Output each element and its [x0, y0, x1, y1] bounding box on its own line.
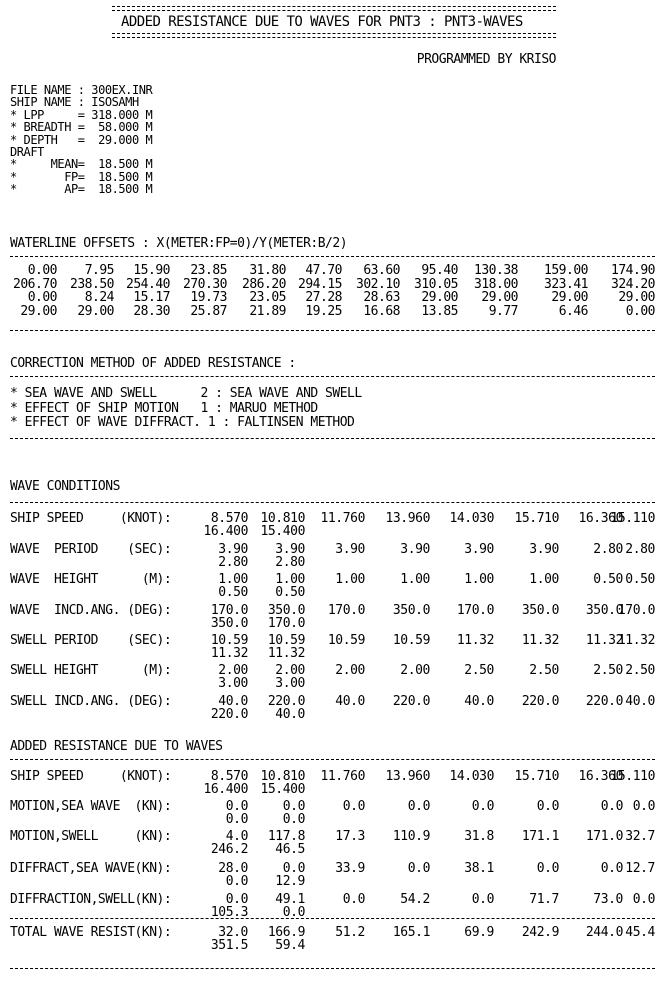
waterline-cell: 294.15: [298, 276, 342, 292]
added-resistance-value: 49.1: [275, 892, 305, 907]
added-resistance-value: 73.0: [593, 892, 623, 907]
waterline-cell: 63.60: [363, 263, 400, 278]
wave-condition-value: 350.0: [585, 603, 623, 618]
added-resistance-value: 33.9: [335, 861, 365, 876]
waterline-cell: 27.28: [305, 290, 342, 306]
wave-condition-value: 350.0: [521, 603, 559, 618]
waterline-cell: 95.40: [421, 263, 458, 278]
wave-condition-value: 2.50: [593, 663, 623, 678]
waterline-cell: 23.85: [190, 263, 227, 278]
wave-condition-value: 1.00: [400, 572, 430, 587]
added-resistance-value: 0.0: [600, 861, 623, 876]
wave-condition-subvalue: 170.0: [267, 616, 305, 631]
ship-info-line: DRAFT: [10, 145, 44, 159]
added-resistance-value: 0.0: [632, 892, 655, 907]
added-resistance-label: MOTION,SEA WAVE (KN):: [10, 799, 172, 814]
wave-condition-value: 11.32: [521, 633, 559, 648]
wave-condition-value: 2.50: [464, 663, 494, 678]
wave-condition-value: 220.0: [585, 694, 623, 709]
waterline-rule-bottom: [10, 330, 655, 331]
total-wave-resist-value: 244.0: [585, 925, 623, 940]
added-resistance-rule-top: [10, 759, 655, 760]
total-wave-resist-subvalue: 351.5: [210, 938, 248, 953]
wave-condition-subvalue: 0.50: [275, 585, 305, 600]
header-rule-top: [112, 6, 556, 11]
added-resistance-value: 8.570: [210, 769, 248, 784]
waterline-cell: 31.80: [249, 263, 286, 278]
wave-condition-value: 350.0: [267, 603, 305, 618]
correction-line: * EFFECT OF SHIP MOTION 1 : MARUO METHOD: [10, 400, 318, 416]
waterline-cell: 23.05: [249, 290, 286, 306]
waterline-cell: 206.70: [13, 276, 57, 292]
added-resistance-subvalue: 0.0: [225, 812, 248, 827]
added-resistance-subvalue: 12.9: [275, 874, 305, 889]
correction-rule-top: [10, 376, 655, 377]
wave-condition-value: 11.32: [617, 633, 655, 648]
waterline-cell: 29.00: [421, 290, 458, 306]
final-rule: [10, 968, 655, 969]
waterline-cell: 15.90: [133, 263, 170, 278]
added-resistance-label: MOTION,SWELL (KN):: [10, 829, 172, 844]
waterline-cell: 29.00: [20, 303, 57, 319]
wave-condition-value: 3.90: [275, 542, 305, 557]
added-resistance-value: 0.0: [225, 799, 248, 814]
wave-condition-subvalue: 16.400: [203, 524, 248, 539]
wave-condition-value: 0.50: [593, 572, 623, 587]
wave-condition-value: 170.0: [456, 603, 494, 618]
wave-condition-value: 2.50: [529, 663, 559, 678]
wave-condition-value: 2.80: [593, 542, 623, 557]
added-resistance-value: 0.0: [225, 892, 248, 907]
added-resistance-value: 28.0: [218, 861, 248, 876]
wave-condition-value: 8.570: [210, 511, 248, 526]
added-resistance-subvalue: 105.3: [210, 905, 248, 920]
added-resistance-value: 171.0: [585, 829, 623, 844]
added-resistance-value: 171.1: [521, 829, 559, 844]
waterline-cell: 286.20: [242, 276, 286, 292]
wave-condition-value: 1.00: [464, 572, 494, 587]
wave-condition-value: 3.90: [400, 542, 430, 557]
added-resistance-subvalue: 15.400: [260, 782, 305, 797]
wave-condition-value: 220.0: [521, 694, 559, 709]
total-wave-resist-value: 165.1: [392, 925, 430, 940]
wave-condition-value: 10.59: [392, 633, 430, 648]
programmed-by: PROGRAMMED BY KRISO: [416, 52, 556, 67]
waterline-cell: 13.85: [421, 303, 458, 319]
wave-condition-value: 40.0: [625, 694, 655, 709]
wave-condition-subvalue: 40.0: [275, 707, 305, 722]
added-resistance-subvalue: 0.0: [282, 812, 305, 827]
added-resistance-value: 15.110: [610, 769, 655, 784]
added-resistance-value: 0.0: [536, 861, 559, 876]
total-wave-resist-value: 166.9: [267, 925, 305, 940]
wave-condition-value: 10.59: [267, 633, 305, 648]
ship-info-line: * BREADTH = 58.000 M: [10, 120, 153, 135]
wave-condition-value: 15.710: [514, 511, 559, 526]
total-wave-resist-value: 32.0: [218, 925, 248, 940]
wave-condition-value: 2.80: [625, 542, 655, 557]
added-resistance-value: 17.3: [335, 829, 365, 844]
waterline-cell: 47.70: [305, 263, 342, 278]
waterline-cell: 238.50: [70, 276, 114, 292]
waterline-cell: 21.89: [249, 303, 286, 319]
wave-condition-value: 220.0: [392, 694, 430, 709]
total-wave-resist-subvalue: 59.4: [275, 938, 305, 953]
wave-condition-subvalue: 350.0: [210, 616, 248, 631]
added-resistance-value: 117.8: [267, 829, 305, 844]
added-resistance-heading: ADDED RESISTANCE DUE TO WAVES: [10, 739, 223, 754]
wave-condition-value: 1.00: [529, 572, 559, 587]
wave-condition-value: 40.0: [464, 694, 494, 709]
correction-line: * SEA WAVE AND SWELL 2 : SEA WAVE AND SWELL: [10, 386, 362, 401]
wave-condition-label: SHIP SPEED (KNOT):: [10, 511, 172, 526]
correction-line: * EFFECT OF WAVE DIFFRACT. 1 : FALTINSEN METHOD: [10, 415, 355, 430]
added-resistance-subvalue: 46.5: [275, 842, 305, 857]
ship-info-line: * AP= 18.500 M: [10, 182, 153, 197]
total-wave-resist-label: TOTAL WAVE RESIST(KN):: [10, 925, 172, 940]
wave-condition-subvalue: 3.00: [275, 676, 305, 691]
wave-condition-subvalue: 3.00: [218, 676, 248, 691]
waterline-cell: 0.00: [27, 290, 57, 306]
ship-info-line: SHIP NAME : ISOSAMH: [10, 95, 139, 110]
wave-condition-label: WAVE INCD.ANG. (DEG):: [10, 603, 172, 618]
wave-condition-value: 3.90: [335, 542, 365, 557]
wave-condition-value: 10.59: [210, 633, 248, 648]
wave-condition-label: SWELL INCD.ANG. (DEG):: [10, 694, 172, 709]
wave-condition-value: 13.960: [385, 511, 430, 526]
waterline-cell: 159.00: [544, 263, 588, 278]
header-rule-bottom: [112, 33, 556, 38]
total-rule: [10, 918, 655, 919]
wave-condition-value: 15.110: [610, 511, 655, 526]
wave-condition-subvalue: 0.50: [218, 585, 248, 600]
added-resistance-value: 0.0: [471, 799, 494, 814]
wave-condition-value: 40.0: [218, 694, 248, 709]
wave-condition-value: 1.00: [335, 572, 365, 587]
added-resistance-value: 12.7: [625, 861, 655, 876]
wave-condition-value: 0.50: [625, 572, 655, 587]
added-resistance-value: 31.8: [464, 829, 494, 844]
waterline-cell: 318.00: [474, 276, 518, 292]
total-wave-resist-value: 69.9: [464, 925, 494, 940]
waterline-cell: 28.63: [363, 290, 400, 306]
wave-condition-value: 2.00: [275, 663, 305, 678]
wave-condition-value: 170.0: [210, 603, 248, 618]
wave-condition-subvalue: 2.80: [218, 555, 248, 570]
waterline-cell: 254.40: [126, 276, 170, 292]
added-resistance-value: 0.0: [471, 892, 494, 907]
waterline-cell: 15.17: [133, 290, 170, 306]
added-resistance-value: 11.760: [320, 769, 365, 784]
wave-condition-value: 11.32: [456, 633, 494, 648]
waterline-cell: 6.46: [558, 303, 588, 319]
added-resistance-value: 38.1: [464, 861, 494, 876]
wave-condition-value: 40.0: [335, 694, 365, 709]
wave-condition-label: WAVE HEIGHT (M):: [10, 572, 172, 587]
wave-condition-value: 2.00: [400, 663, 430, 678]
ship-info-line: * LPP = 318.000 M: [10, 107, 153, 122]
wave-condition-value: 3.90: [464, 542, 494, 557]
added-resistance-value: 0.0: [282, 861, 305, 876]
waterline-cell: 270.30: [183, 276, 227, 292]
waterline-cell: 29.00: [77, 303, 114, 319]
wave-condition-value: 16.360: [578, 511, 623, 526]
ship-info-line: * FP= 18.500 M: [10, 169, 153, 184]
added-resistance-subvalue: 0.0: [282, 905, 305, 920]
wave-condition-subvalue: 15.400: [260, 524, 305, 539]
waterline-cell: 29.00: [481, 290, 518, 306]
wave-condition-value: 170.0: [617, 603, 655, 618]
waterline-cell: 130.38: [474, 263, 518, 278]
added-resistance-value: 110.9: [392, 829, 430, 844]
added-resistance-label: DIFFRACTION,SWELL(KN):: [10, 892, 172, 907]
wave-condition-subvalue: 11.32: [210, 646, 248, 661]
waterline-cell: 324.20: [611, 276, 655, 292]
added-resistance-subvalue: 246.2: [210, 842, 248, 857]
ship-info-line: * DEPTH = 29.000 M: [10, 132, 153, 147]
waterline-cell: 174.90: [611, 263, 655, 278]
waterline-heading: WATERLINE OFFSETS : X(METER:FP=0)/Y(METER:B/2): [10, 236, 348, 251]
waterline-cell: 9.77: [488, 303, 518, 319]
added-resistance-value: 0.0: [342, 892, 365, 907]
added-resistance-value: 0.0: [282, 799, 305, 814]
added-resistance-value: 4.0: [225, 829, 248, 844]
wave-condition-value: 170.0: [327, 603, 365, 618]
added-resistance-value: 0.0: [600, 799, 623, 814]
wave-condition-value: 11.760: [320, 511, 365, 526]
waterline-cell: 302.10: [356, 276, 400, 292]
added-resistance-value: 13.960: [385, 769, 430, 784]
report-title: ADDED RESISTANCE DUE TO WAVES FOR PNT3 : PNT3-WAVES: [121, 14, 523, 30]
correction-heading: CORRECTION METHOD OF ADDED RESISTANCE :: [10, 356, 296, 371]
wave-condition-value: 11.32: [585, 633, 623, 648]
waterline-cell: 0.00: [625, 303, 655, 319]
waterline-cell: 0.00: [27, 263, 57, 278]
wave-condition-value: 10.59: [327, 633, 365, 648]
added-resistance-value: 32.7: [625, 829, 655, 844]
total-wave-resist-value: 51.2: [335, 925, 365, 940]
added-resistance-value: 71.7: [529, 892, 559, 907]
wave-condition-label: SWELL HEIGHT (M):: [10, 663, 172, 678]
wave-condition-label: WAVE PERIOD (SEC):: [10, 542, 172, 557]
wave-condition-label: SWELL PERIOD (SEC):: [10, 633, 172, 648]
wave-condition-subvalue: 11.32: [267, 646, 305, 661]
added-resistance-value: 16.360: [578, 769, 623, 784]
waterline-cell: 16.68: [363, 303, 400, 319]
waterline-rule-top: [10, 256, 655, 257]
total-wave-resist-value: 45.4: [625, 925, 655, 940]
wave-condition-value: 2.00: [335, 663, 365, 678]
waterline-cell: 323.41: [544, 276, 588, 292]
waterline-cell: 28.30: [133, 303, 170, 319]
waterline-cell: 29.00: [618, 290, 655, 306]
ship-info-line: FILE NAME : 300EX.INR: [10, 83, 153, 97]
waterline-cell: 8.24: [84, 290, 114, 306]
added-resistance-label: DIFFRACT,SEA WAVE(KN):: [10, 861, 172, 876]
wave-conditions-heading: WAVE CONDITIONS: [10, 479, 120, 494]
wave-condition-value: 220.0: [267, 694, 305, 709]
wave-condition-value: 3.90: [218, 542, 248, 557]
waterline-cell: 29.00: [551, 290, 588, 306]
added-resistance-value: 10.810: [260, 769, 305, 784]
wave-conditions-rule: [10, 502, 655, 503]
wave-condition-value: 10.810: [260, 511, 305, 526]
total-wave-resist-value: 242.9: [521, 925, 559, 940]
wave-condition-value: 2.50: [625, 663, 655, 678]
wave-condition-value: 350.0: [392, 603, 430, 618]
waterline-cell: 19.73: [190, 290, 227, 306]
wave-condition-subvalue: 220.0: [210, 707, 248, 722]
added-resistance-value: 0.0: [342, 799, 365, 814]
added-resistance-value: 0.0: [632, 799, 655, 814]
added-resistance-value: 15.710: [514, 769, 559, 784]
wave-condition-value: 1.00: [218, 572, 248, 587]
waterline-cell: 7.95: [84, 263, 114, 278]
wave-condition-value: 2.00: [218, 663, 248, 678]
added-resistance-subvalue: 16.400: [203, 782, 248, 797]
added-resistance-value: 54.2: [400, 892, 430, 907]
wave-condition-value: 1.00: [275, 572, 305, 587]
added-resistance-value: 14.030: [449, 769, 494, 784]
added-resistance-value: 0.0: [536, 799, 559, 814]
added-resistance-label: SHIP SPEED (KNOT):: [10, 769, 172, 784]
added-resistance-subvalue: 0.0: [225, 874, 248, 889]
waterline-cell: 310.05: [414, 276, 458, 292]
wave-condition-subvalue: 2.80: [275, 555, 305, 570]
waterline-cell: 19.25: [305, 303, 342, 319]
ship-info-line: * MEAN= 18.500 M: [10, 157, 153, 172]
wave-condition-value: 14.030: [449, 511, 494, 526]
added-resistance-value: 0.0: [407, 799, 430, 814]
added-resistance-value: 0.0: [407, 861, 430, 876]
wave-condition-value: 3.90: [529, 542, 559, 557]
correction-rule-bottom: [10, 438, 655, 439]
waterline-cell: 25.87: [190, 303, 227, 319]
